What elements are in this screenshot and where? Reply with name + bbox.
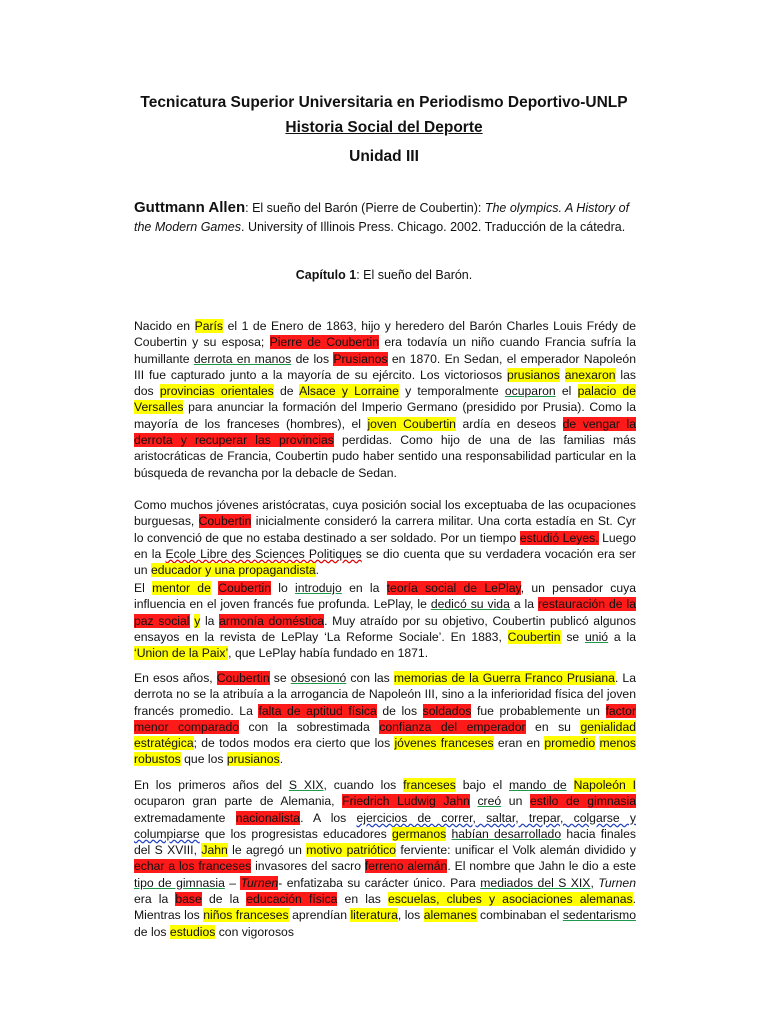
highlight-red: restauración de la paz social	[134, 597, 636, 628]
highlight-yellow: prusianos	[506, 367, 560, 382]
text-run: . Muy atraído por su objetivo, Coubertin publicó algunos ensayos en la revista de LePlay ‘La Reforme Sociale’. En 1883,	[134, 613, 636, 644]
text-run: El	[134, 581, 153, 595]
text-run: Turnen	[598, 875, 636, 890]
highlight-red: falta de aptitud física	[258, 703, 377, 718]
highlight-yellow: provincias orientales	[159, 384, 274, 399]
text-run: eran en	[493, 736, 545, 751]
highlight-red: Coubertin	[198, 514, 252, 529]
underlined-text: mediados del S XIX	[480, 875, 591, 890]
text-run: , un pensador cuya influencia en el joven francés fue profunda. LePlay, le	[134, 581, 637, 612]
highlight-yellow: Coubertin	[507, 629, 561, 644]
text-run: de la	[201, 892, 247, 907]
highlight-yellow: Napoleón I	[573, 778, 637, 792]
text-run: perdidas. Como hijo de una de las familias más aristocráticas de Francia, Coubertin pudo haber sentido una responsabilidad particular en la búsqueda de revancha por la debacle de Sedan.	[134, 433, 636, 480]
text-run: era todavía un niño cuando Francia sufría la humillante	[134, 335, 636, 366]
chapter-heading: Capítulo 1: El sueño del Barón.	[295, 268, 473, 282]
text-run: ocuparon gran parte de Alemania,	[134, 794, 343, 809]
highlight-red: factor menor comparado	[134, 703, 636, 734]
text-run: Luego en la	[134, 530, 636, 561]
text-run: las dos	[134, 367, 636, 399]
highlight-red: Friedrich Ludwig Jahn	[342, 794, 470, 809]
highlight-yellow: alemanes	[423, 908, 477, 923]
underlined-text: obsesionó	[290, 671, 347, 685]
underlined-text: tipo de gimnasia	[134, 875, 225, 890]
paragraph-5	[134, 777, 636, 940]
text-run: se dio cuenta que su verdadera vocación era ser un	[134, 546, 636, 578]
underlined-text: sedentarismo	[562, 908, 636, 923]
highlight-red: estudió Leyes.	[519, 530, 599, 545]
highlight-red: de vengar la derrota y recuperar las provincias	[134, 416, 636, 448]
text-run: le agregó un	[227, 843, 307, 858]
paragraph-4	[134, 670, 636, 768]
text-run: de los	[376, 703, 423, 718]
highlight-red: Prusianos	[333, 351, 388, 366]
highlight-red: echar a los franceses	[134, 859, 252, 874]
underlined-text: mando de	[509, 778, 567, 792]
text-run: , que LePlay había fundado en 1871.	[228, 646, 429, 661]
text-run: . Mientras los	[134, 892, 637, 923]
text-run: combinaban el	[476, 908, 563, 923]
text-run: .	[279, 752, 284, 767]
text-run: en 1870. En Sedan, el emperador Napoleón III fue capturado junto a la mayoría de su ejército. Los victoriosos	[134, 351, 636, 382]
highlight-yellow: memorias de la Guerra Franco Prusiana	[393, 671, 615, 685]
underlined-text: unió	[585, 629, 609, 644]
highlight-red: nacionalista	[235, 810, 301, 825]
text-run: invasores del sacro	[251, 859, 365, 874]
text-run: la	[200, 613, 220, 628]
text-run: el 1 de Enero de 1863, hijo y heredero del Barón Charles Louis Frédy de Coubertin y su esposa;	[134, 319, 636, 350]
text-run: extremadamente	[134, 810, 236, 825]
text-run: era la	[134, 892, 176, 907]
text-run: . A los	[300, 810, 357, 825]
book-title: The olympics. A History of the Modern Games	[134, 201, 630, 234]
highlight-red: Coubertin	[216, 671, 270, 685]
highlight-red: Pierre de Coubertin	[269, 335, 380, 350]
author-name: Guttmann Allen	[134, 199, 246, 216]
text-run: hacia finales del S XVIII,	[134, 826, 636, 858]
paragraph-3	[134, 580, 636, 661]
text-run: . El nombre que Jahn le dio a este	[447, 859, 636, 874]
text-run: , los	[397, 908, 424, 923]
text-run: ; de todos modos era cierto que los	[193, 736, 395, 751]
text-run	[560, 368, 565, 382]
highlight-yellow: franceses	[403, 778, 456, 792]
highlight-yellow: niños franceses	[203, 908, 289, 923]
text-run: en su	[525, 719, 581, 734]
institution-title: Tecnicatura Superior Universitaria en Periodismo Deportivo-UNLP	[140, 94, 628, 111]
underlined-text: derrota en manos	[193, 351, 292, 366]
text-run: En los primeros años del	[134, 778, 289, 792]
text-run: en la	[341, 581, 387, 595]
text-run: aprendían	[288, 908, 351, 923]
text-run: y temporalmente	[398, 384, 505, 399]
highlight-yellow: ‘Union de la Paix’	[134, 646, 229, 661]
highlight-red: base	[175, 892, 202, 907]
text-run: a la	[509, 597, 538, 612]
highlight-yellow: y	[194, 613, 201, 628]
text-run: inicialmente consideró la carrera militar. Una corta estadía en St. Cyr lo convenció de que no estaba destinado a ser soldado. Por un tiempo	[134, 514, 636, 545]
highlight-yellow: germanos	[392, 826, 447, 841]
highlight-yellow: estudios	[169, 924, 216, 939]
highlight-yellow: mentor de	[152, 581, 211, 595]
highlight-red: Turnen	[240, 875, 279, 890]
bibliographic-reference: Guttmann Allen: El sueño del Barón (Pierre de Coubertin): The olympics. A History of the Modern Games. University of Illinois Press. Chicago. 2002. Traducción de la cátedra.	[134, 199, 630, 234]
highlight-yellow: menos robustos	[134, 736, 637, 767]
highlight-red: ferreno alemán	[364, 859, 448, 874]
highlight-yellow: prusianos	[226, 752, 280, 767]
highlight-red: educación física	[246, 892, 338, 907]
highlight-yellow: Alsace y Lorraine	[299, 384, 399, 399]
text-run: .	[315, 563, 319, 578]
text-run: con las	[346, 671, 394, 685]
highlight-yellow: París	[194, 319, 224, 333]
text-run: Nacido en	[134, 319, 195, 333]
highlight-red: confianza del emperador	[379, 719, 526, 734]
paragraph-2	[134, 497, 636, 578]
text-run: . La derrota no se la atribuía a la arrogancia de Napoleón III, sino a la inferioridad física del joven francés promedio. La	[134, 671, 636, 718]
underlined-text: ejercicios de correr, saltar, trepar, colgarse y columpiarse	[134, 810, 636, 841]
highlight-yellow: jóvenes franceses	[394, 736, 494, 751]
text-run: ,	[590, 875, 599, 890]
text-run: –	[224, 875, 241, 890]
highlight-yellow: palacio de Versalles	[134, 384, 636, 415]
text-run: el	[555, 384, 578, 399]
course-title: Historia Social del Deporte	[285, 119, 483, 136]
text-run: en las	[337, 892, 388, 907]
text-run: a la	[608, 629, 636, 644]
underlined-text: S XIX	[288, 778, 324, 792]
highlight-red: armonía doméstica	[219, 613, 325, 628]
underlined-text: ocuparon	[504, 384, 556, 399]
text-run: , cuando los	[323, 778, 404, 792]
text-run: un	[501, 794, 530, 809]
highlight-yellow: educador y una propagandista	[150, 563, 316, 578]
underlined-text: Ecole Libre des Sciences Politiques	[165, 546, 362, 561]
highlight-red: estilo de gimnasia	[529, 794, 636, 809]
highlight-yellow: joven Coubertin	[367, 416, 456, 431]
highlight-yellow: genialidad estratégica	[134, 719, 637, 751]
text-run: ardía en deseos	[455, 416, 563, 431]
underlined-text: creó	[477, 794, 502, 809]
highlight-yellow: promedio	[544, 736, 596, 751]
text-run: que los	[180, 752, 227, 767]
text-run: de	[273, 384, 300, 399]
text-run: con vigorosos	[215, 924, 294, 939]
underlined-text: introdujo	[295, 581, 342, 595]
text-run: con la sobrestimada	[239, 719, 380, 734]
highlight-red: soldados	[422, 703, 472, 718]
highlight-red: Coubertin	[218, 581, 272, 595]
text-run: fue probablemente un	[471, 703, 606, 718]
text-run: que los progresistas educadores	[199, 826, 393, 841]
text-run: de los	[291, 351, 334, 366]
paragraph-1	[134, 318, 636, 481]
highlight-yellow: Jahn	[201, 843, 228, 858]
text-run: bajo el	[455, 778, 510, 792]
text-run: lo	[271, 581, 296, 595]
highlight-yellow: literatura	[350, 908, 398, 923]
text-run: se	[560, 629, 586, 644]
text-run: ferviente: unificar el Volk alemán dividido y	[396, 843, 637, 858]
highlight-red: teoría social de LePlay	[386, 581, 521, 595]
text-run: para anunciar la formación del Imperio Germano (presidido por Prusia). Como la mayoría de los franceses (hombres), el	[134, 400, 636, 431]
highlight-yellow: motivo patriótico	[306, 843, 397, 858]
highlight-yellow: anexaron	[564, 367, 616, 382]
highlight-yellow: escuelas, clubes y asociaciones alemanas	[387, 892, 633, 907]
underlined-text: dedicó su vida	[430, 597, 510, 612]
text-run: de los	[134, 924, 170, 939]
text-run: En esos años,	[134, 671, 217, 685]
text-run	[567, 778, 574, 792]
underlined-text: habían desarrollado	[451, 826, 562, 841]
unit-title: Unidad III	[349, 148, 419, 165]
text-run: - enfatizaba su carácter único. Para	[278, 875, 481, 890]
text-run: se	[269, 671, 291, 685]
text-run: Como muchos jóvenes aristócratas, cuya posición social los exceptuaba de las ocupaciones burguesas,	[134, 498, 636, 529]
